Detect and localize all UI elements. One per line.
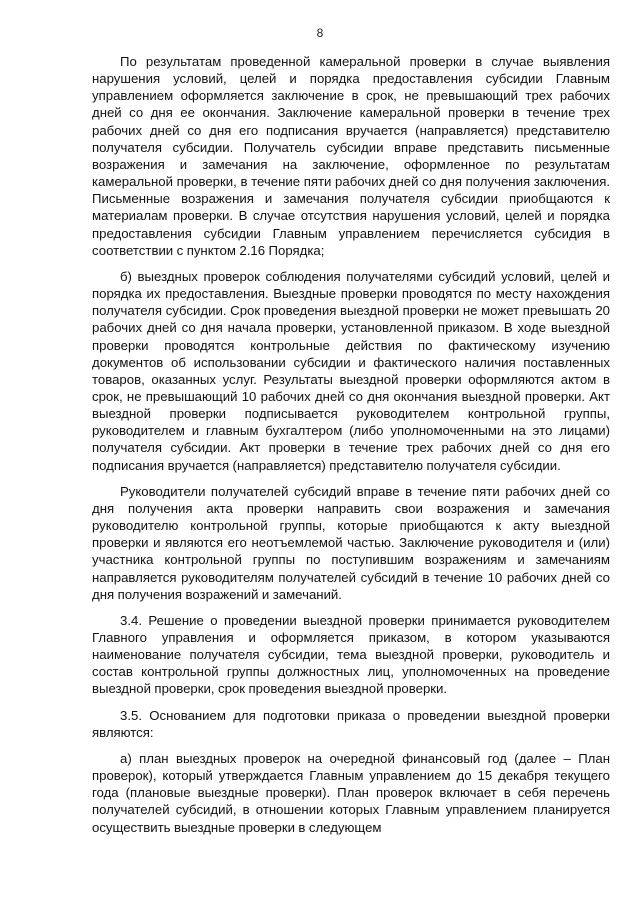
paragraph-cameral-check-results: По результатам проведенной камеральной проверки в случае выявления нарушения условий, целей и порядка предоставления субсидии Главным управлением оформляется заключение в срок, не превышающий трех рабочих дней со дня ее окончания. Заключение камеральной проверки в течение трех рабочих дней со дня его подписания вручается (направляется) представителю получателя субсидии. Получатель субсидии вправе представить письменные возражения и замечания на заключение, оформленное по результатам камеральной проверки, в течение пяти рабочих дней со дня получения заключения. Письменные возражения и замечания получателя субсидии приобщаются к материалам проверки. В случае отсутствия нарушения условий, целей и порядка предоставления субсидии Главным управлением перечисляется субсидия в соответствии с пунктом 2.16 Порядка; [92, 54, 610, 258]
paragraph-objections: Руководители получателей субсидий вправе в течение пяти рабочих дней со дня получения акта проверки направить свои возражения и замечания руководителю контрольной группы, которые приобщаются к акту выездной проверки и являются его неотъемлемой частью. Заключение руководителя и (или) участника контрольной группы по поступившим возражениям и замечаниям направляется руководителям получателей субсидий в течение 10 рабочих дней со дня получения возражений и замечаний. [92, 483, 610, 602]
paragraph-section-3-5: 3.5. Основанием для подготовки приказа о проведении выездной проверки являются: [92, 707, 610, 740]
paragraph-check-plan: а) план выездных проверок на очередной финансовый год (далее – План проверок), который утверждается Главным управлением до 15 декабря текущего года (плановые выездные проверки). План проверок включает в себя перечень получателей субсидий, в отношении которых Главным управлением планируется осуществить выездные проверки в следующем [92, 750, 610, 835]
paragraph-section-3-4: 3.4. Решение о проведении выездной проверки принимается руководителем Главного управления и оформляется приказом, в котором указываются наименование получателя субсидии, тема выездной проверки, руководитель и состав контрольной группы должностных лиц, уполномоченных на проведение выездной проверки, срок проведения выездной проверки. [92, 612, 610, 697]
paragraph-field-checks: б) выездных проверок соблюдения получателями субсидий условий, целей и порядка их предоставления. Выездные проверки проводятся по месту нахождения получателя субсидии. Срок проведения выездной проверки не может превышать 20 рабочих дней со дня начала проверки, установленной приказом. В ходе выездной проверки проводятся контрольные действия по фактическому изучению документов об использовании субсидии и фактического наличия поставленных товаров, оказанных услуг. Результаты выездной проверки оформляются актом в срок, не превышающий 10 рабочих дней со дня окончания выездной проверки. Акт выездной проверки подписывается руководителем контрольной группы, руководителем и главным бухгалтером (либо уполномоченными на это лицами) получателя субсидии. Акт проверки в течение трех рабочих дней со дня его подписания вручается (направляется) представителю получателя субсидии. [92, 268, 610, 473]
page-number: 8 [316, 26, 324, 40]
document-body [92, 53, 610, 845]
